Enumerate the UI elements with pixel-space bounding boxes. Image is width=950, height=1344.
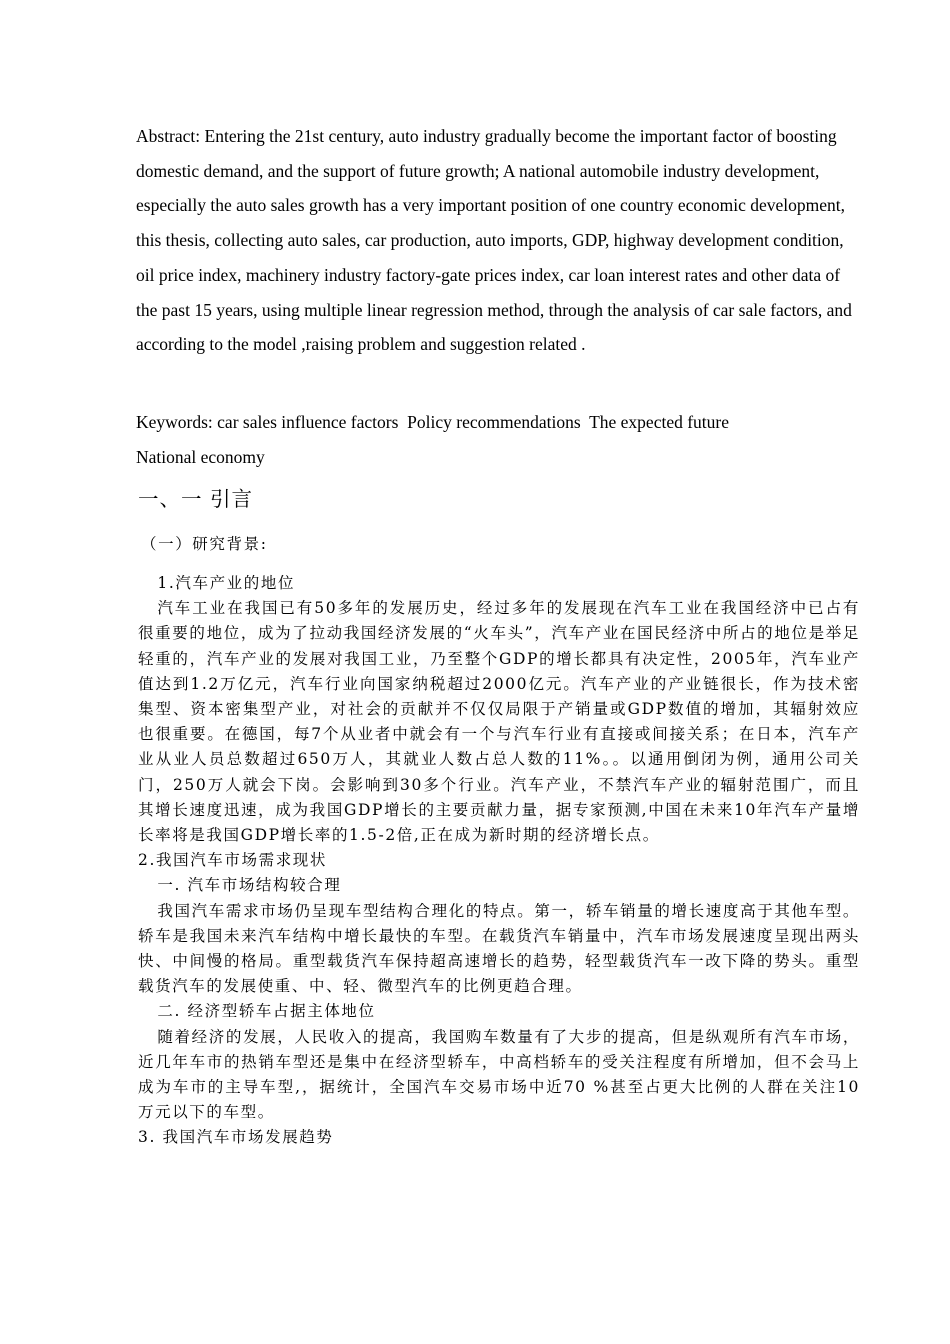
heading-market-trend: 3. 我国汽车市场发展趋势 <box>138 1128 334 1147</box>
paragraph-market-structure: 我国汽车需求市场仍呈现车型结构合理化的特点。第一，轿车销量的增长速度高于其他车型。轿车是我国未来汽车结构中增长最快的车型。在载货汽车销量中，汽车市场发展速度呈现出两头快、中间慢的格局。重型载货汽车保持超高速增长的趋势，轻型载货汽车一改下降的势头。重型载货汽车的发展使重、中、轻、微型汽车的比例更趋合理。 <box>138 901 860 996</box>
keywords-line-1: Keywords: car sales influence factors Policy recommendations The expected future <box>136 412 730 432</box>
heading-market-demand: 2.我国汽车市场需求现状 <box>138 851 327 870</box>
heading-economy-car: 二. 经济型轿车占据主体地位 <box>157 1002 376 1021</box>
paragraph-industry-position: 汽车工业在我国已有50多年的发展历史，经过多年的发展现在汽车工业在我国经济中已占有很重要的地位，成为了拉动我国经济发展的“火车头”，汽车产业在国民经济中所占的地位是举足轻重的，汽车产业的发展对我国工业，乃至整个GDP的增长都具有决定性，2005年，汽车业产值达到1.2万亿元，汽车行业向国家纳税超过2000亿元。汽车产业的产业链很长，作为技术密集型、资本密集型产业，对社会的贡献并不仅仅局限于产销量或GDP数值的增加，其辐射效应也很重要。在德国，每7个从业者中就会有一个与汽车行业有直接或间接关系；在日本，汽车产业从业人员总数超过650万人，其就业人数占总人数的11%。。以通用倒闭为例，通用公司关门，250万人就会下岗。会影响到30多个行业。汽车产业，不禁汽车产业的辐射范围广，而且其增长速度迅速，成为我国GDP增长的主要贡献力量，据专家预测,中国在未来10年汽车产量增长率将是我国GDP增长率的1.5-2倍,正在成为新时期的经济增长点。 <box>138 599 860 845</box>
section-body <box>138 571 860 1151</box>
heading-industry-position: 1.汽车产业的地位 <box>157 574 296 592</box>
heading-market-structure: 一. 汽车市场结构较合理 <box>157 876 342 895</box>
keywords-line-2: National economy <box>136 446 265 467</box>
research-background-heading: （一）研究背景: <box>141 535 268 553</box>
keywords-paragraph <box>136 405 856 474</box>
section-title-introduction: 一、一 引言 <box>138 487 254 511</box>
paragraph-economy-car: 随着经济的发展，人民收入的提高，我国购车数量有了大步的提高，但是纵观所有汽车市场，近几年车市的热销车型还是集中在经济型轿车，中高档轿车的受关注程度有所增加，但不会马上成为车市的主导车型,，据统计，全国汽车交易市场中近70 %甚至占更大比例的人群在关注10 万元以下的车型。 <box>138 1027 860 1122</box>
abstract-paragraph: Abstract: Entering the 21st century, auto industry gradually become the important factor of boosting domestic demand, and the support of future growth; A national automobile industry development, especially the auto sales growth has a very important position of one country economic development, this thesis, collecting auto sales, car production, auto imports, GDP, highway development condition, oil price index, machinery industry factory-gate prices index, car loan interest rates and other data of the past 15 years, using multiple linear regression method, through the analysis of car sale factors, and according to the model ,raising problem and suggestion related . <box>136 126 852 355</box>
